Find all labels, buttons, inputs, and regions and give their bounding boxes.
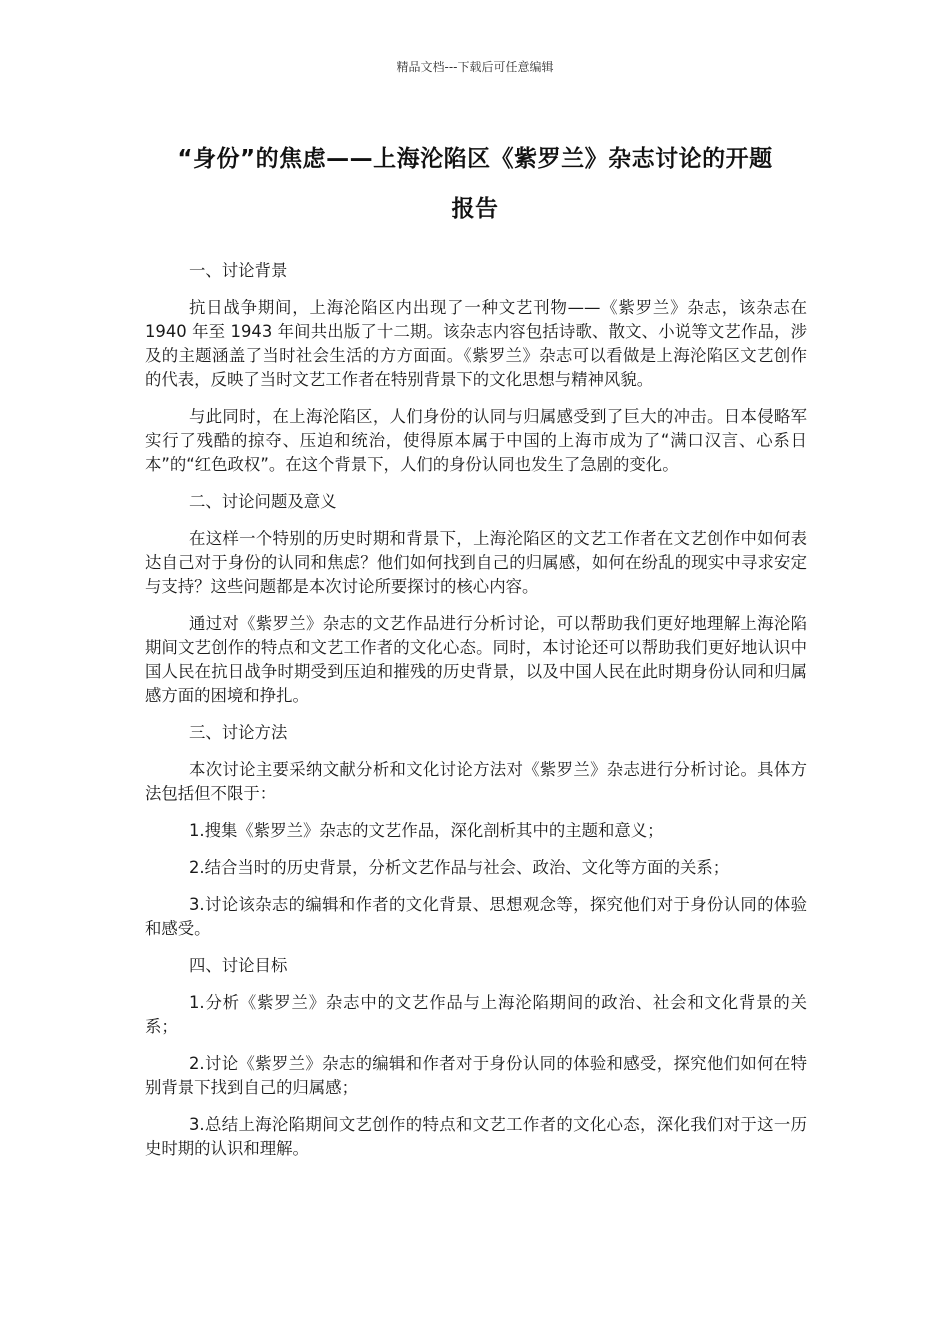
- title-line-2: 报告: [451, 196, 499, 222]
- section-heading-questions: 二、讨论问题及意义: [189, 492, 337, 511]
- section-heading-goals: 四、讨论目标: [189, 956, 288, 975]
- list-item: 1.搜集《紫罗兰》杂志的文艺作品，深化剖析其中的主题和意义；: [189, 821, 664, 840]
- list-item: 3.总结上海沦陷期间文艺创作的特点和文艺工作者的文化心态，深化我们对于这一历史时期的认识和理解。: [145, 1115, 807, 1158]
- paragraph: 本次讨论主要采纳文献分析和文化讨论方法对《紫罗兰》杂志进行分析讨论。具体方法包括但不限于：: [145, 760, 807, 803]
- paragraph: 抗日战争期间，上海沦陷区内出现了一种文艺刊物——《紫罗兰》杂志，该杂志在 1940 年至 1943 年间共出版了十二期。该杂志内容包括诗歌、散文、小说等文艺作品，涉及的主题涵盖了当时社会生活的方方面面。《紫罗兰》杂志可以看做是上海沦陷区文艺创作的代表，反映了当时文艺工作者在特别背景下的文化思想与精神风貌。: [145, 298, 807, 389]
- paragraph: 在这样一个特别的历史时期和背景下，上海沦陷区的文艺工作者在文艺创作中如何表达自己对于身份的认同和焦虑？他们如何找到自己的归属感，如何在纷乱的现实中寻求安定与支持？这些问题都是本次讨论所要探讨的核心内容。: [145, 529, 807, 596]
- list-item: 2.结合当时的历史背景，分析文艺作品与社会、政治、文化等方面的关系；: [189, 858, 730, 877]
- section-heading-methods: 三、讨论方法: [189, 723, 288, 742]
- document-body: [145, 259, 807, 1174]
- list-item: 2.讨论《紫罗兰》杂志的编辑和作者对于身份认同的体验和感受，探究他们如何在特别背景下找到自己的归属感；: [145, 1054, 807, 1097]
- paragraph: 通过对《紫罗兰》杂志的文艺作品进行分析讨论，可以帮助我们更好地理解上海沦陷期间文艺创作的特点和文艺工作者的文化心态。同时，本讨论还可以帮助我们更好地认识中国人民在抗日战争时期受到压迫和摧残的历史背景，以及中国人民在此时期身份认同和归属感方面的困境和挣扎。: [145, 614, 807, 705]
- section-heading-background: 一、讨论背景: [189, 261, 288, 280]
- header-note: 精品文档---下载后可任意编辑: [396, 60, 554, 74]
- list-item: 3.讨论该杂志的编辑和作者的文化背景、思想观念等，探究他们对于身份认同的体验和感受。: [145, 895, 807, 938]
- list-item: 1.分析《紫罗兰》杂志中的文艺作品与上海沦陷期间的政治、社会和文化背景的关系；: [145, 993, 807, 1036]
- title-line-1: “身份”的焦虑——上海沦陷区《紫罗兰》杂志讨论的开题: [177, 146, 773, 172]
- paragraph: 与此同时，在上海沦陷区，人们身份的认同与归属感受到了巨大的冲击。日本侵略军实行了残酷的掠夺、压迫和统治，使得原本属于中国的上海市成为了“满口汉言、心系日本”的“红色政权”。在这个背景下，人们的身份认同也发生了急剧的变化。: [145, 407, 807, 474]
- document-title: [140, 134, 810, 234]
